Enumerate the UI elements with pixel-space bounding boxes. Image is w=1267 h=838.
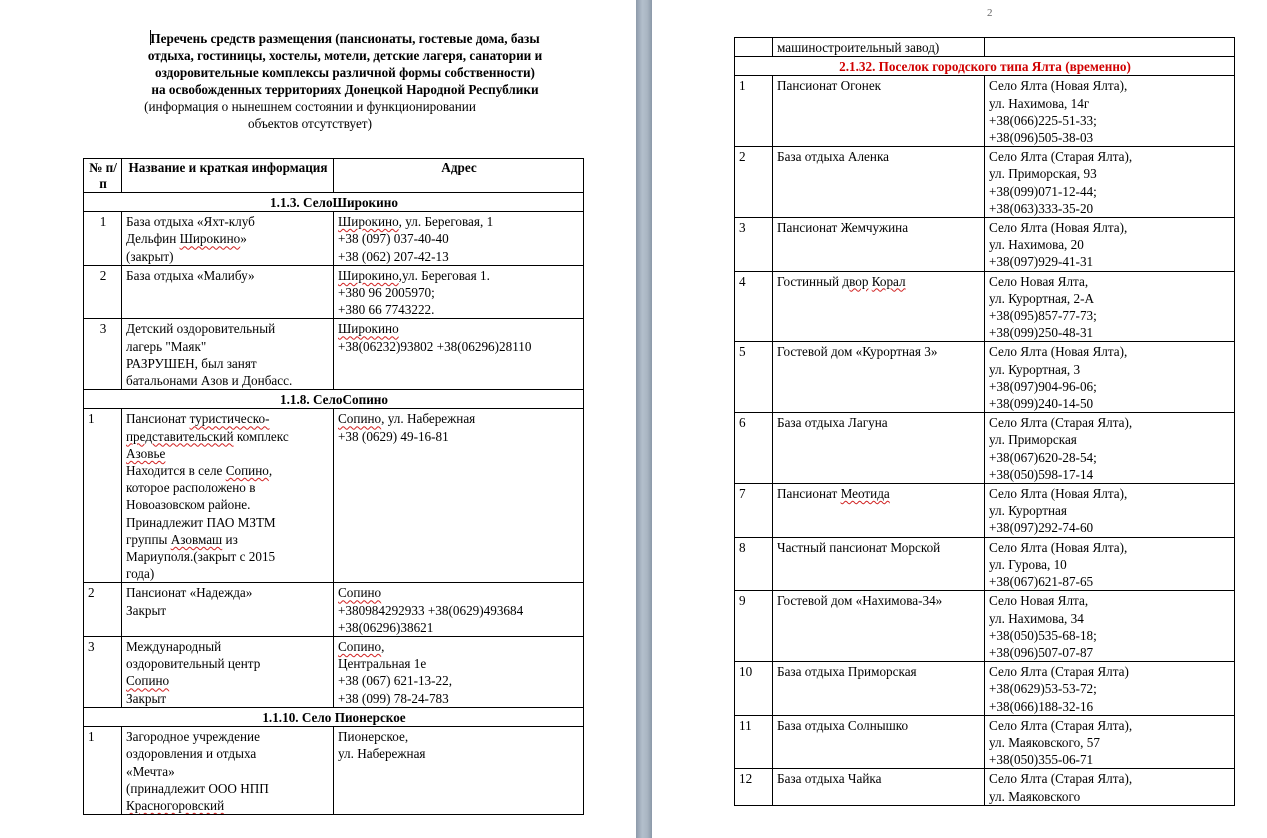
header-name: Название и краткая информация [122, 159, 334, 193]
name-cell [122, 212, 334, 266]
address-cell [334, 409, 584, 583]
cell-line: ул. Маяковского, 57 [989, 734, 1100, 750]
page-number: 2 [987, 7, 993, 19]
cell-line: Сопино, ул. Набережная [338, 411, 476, 427]
cell-line: +38(097)292-74-60 [989, 520, 1094, 536]
section-row [735, 57, 1235, 76]
cell-line: +38(099)071-12-44; [989, 183, 1097, 199]
page-divider [636, 0, 652, 838]
table-row [84, 319, 584, 390]
document-heading [100, 30, 590, 132]
cell-line: База отдыха «Малибу» [126, 267, 255, 283]
address-cell [334, 637, 584, 708]
cell-line: Красногоровский [126, 797, 225, 813]
cell-line: Широкино,ул. Береговая 1. [338, 267, 490, 283]
cell-line: ул. Курортная [989, 503, 1067, 519]
name-cell [122, 319, 334, 390]
cell-line: Закрыт [126, 690, 167, 706]
cell-line: +38(096)507-07-87 [989, 644, 1094, 660]
cell-line: Международный [126, 639, 222, 655]
right-page[interactable] [652, 0, 1267, 838]
cell-line: +38(097)929-41-31 [989, 254, 1094, 270]
num-cell: 3 [84, 637, 122, 708]
cell-line: ул. Маяковского [989, 788, 1081, 804]
table-row [735, 484, 1235, 538]
num-cell: 2 [84, 265, 122, 319]
num-cell: 3 [84, 319, 122, 390]
num-cell: 11 [735, 715, 773, 769]
name-cell: База отдыха Чайка [773, 769, 985, 805]
name-cell: Гостевой дом «Нахимова-34» [773, 591, 985, 662]
cell-line: +38 (067) 621-13-22, [338, 673, 453, 689]
cell-line: Дельфин Широкино» [126, 231, 247, 247]
address-cell [334, 583, 584, 637]
cell-line: оздоровления и отдыха [126, 746, 257, 762]
cell-line: ул. Приморская [989, 432, 1077, 448]
cell-line: +38 (097) 037-40-40 [338, 231, 449, 247]
cell-line: +38(06296)38621 [338, 619, 434, 635]
cell-line: +38(050)535-68-18; [989, 627, 1097, 643]
cell-line: +38(095)857-77-73; [989, 308, 1097, 324]
cell-line: ул. Приморская, 93 [989, 166, 1097, 182]
cell-line: ул. Нахимова, 34 [989, 610, 1084, 626]
cell-line: батальонами Азов и Донбасс. [126, 373, 293, 389]
num-cell: 1 [735, 76, 773, 147]
cell-line: Село Новая Ялта, [989, 273, 1089, 289]
cell-line: Сопино, [338, 639, 385, 655]
cell-line: +38(050)598-17-14 [989, 466, 1094, 482]
cell-line: +38(0629)53-53-72; [989, 681, 1097, 697]
cell-line: +38 (062) 207-42-13 [338, 248, 449, 264]
cell-line: Село Ялта (Старая Ялта), [989, 717, 1133, 733]
cell-line: Село Новая Ялта, [989, 593, 1089, 609]
table-row [84, 265, 584, 319]
cell-line: Новоазовском районе. [126, 497, 251, 513]
num-cell: 1 [84, 409, 122, 583]
cell-line: Широкино [338, 321, 399, 337]
cell-line: База отдыха «Яхт-клуб [126, 214, 255, 230]
heading-line-2: отдыха, гостиницы, хостелы, мотели, детские лагеря, санатории и [147, 48, 543, 63]
table-row [735, 147, 1235, 218]
table-row [735, 769, 1235, 805]
cell-line: ул. Набережная [338, 746, 426, 762]
header-address: Адрес [334, 159, 584, 193]
section-title: 1.1.8. СелоСопино [84, 390, 584, 409]
section-row [84, 390, 584, 409]
cell-line: +38(06232)93802 +38(06296)28110 [338, 338, 532, 354]
cell-line: ул. Гурова, 10 [989, 556, 1067, 572]
cell-line: Село Ялта (Новая Ялта), [989, 344, 1128, 360]
cell-line: (закрыт) [126, 248, 174, 264]
address-cell [985, 218, 1235, 272]
address-cell [985, 271, 1235, 342]
note-line-2: объектов отсутствует) [248, 116, 372, 131]
address-cell [985, 147, 1235, 218]
table-row [735, 218, 1235, 272]
address-cell [985, 76, 1235, 147]
carry-over-text: машиностроительный завод) [777, 40, 940, 55]
cell-line: +380 66 7743222. [338, 302, 435, 318]
cell-line: Пионерское, [338, 729, 409, 745]
num-cell [735, 38, 773, 57]
num-cell: 2 [84, 583, 122, 637]
table-row [735, 38, 1235, 57]
cell-line: года) [126, 566, 155, 582]
table-row [735, 76, 1235, 147]
cell-line: Село Ялта (Старая Ялта), [989, 771, 1133, 787]
name-cell: Пансионат Меотида [773, 484, 985, 538]
cell-line: +38(067)620-28-54; [989, 449, 1097, 465]
address-cell [985, 484, 1235, 538]
table-row [735, 591, 1235, 662]
address-cell [985, 38, 1235, 57]
cell-line: +380 96 2005970; [338, 285, 435, 301]
name-cell [773, 38, 985, 57]
heading-line-1: Перечень средств размещения (пансионаты, гостевые дома, базы [150, 31, 540, 46]
cell-line: +38(050)355-06-71 [989, 752, 1094, 768]
table-row [735, 715, 1235, 769]
cell-line: Село Ялта (Новая Ялта), [989, 78, 1128, 94]
cell-line: группы Азовмаш из [126, 531, 238, 547]
cell-line: ул. Курортная, 2-А [989, 290, 1095, 306]
table-row [735, 271, 1235, 342]
name-cell: Гостевой дом «Курортная 3» [773, 342, 985, 413]
cell-line: Сопино [338, 585, 382, 601]
cell-line: РАЗРУШЕН, был занят [126, 355, 257, 371]
table-row [84, 212, 584, 266]
cell-line: Закрыт [126, 602, 167, 618]
cell-line: Азовье [126, 445, 166, 461]
cell-line: +38(099)250-48-31 [989, 325, 1094, 341]
cell-line: Центральная 1е [338, 656, 427, 672]
cell-line: Загородное учреждение [126, 729, 260, 745]
cell-line: Село Ялта (Новая Ялта), [989, 486, 1128, 502]
header-num: № п/п [84, 159, 122, 193]
address-cell [334, 319, 584, 390]
name-cell [122, 637, 334, 708]
num-cell: 4 [735, 271, 773, 342]
cell-line: Село Ялта (Новая Ялта), [989, 539, 1128, 555]
cell-line: +38(063)333-35-20 [989, 200, 1094, 216]
table-row [84, 637, 584, 708]
right-table-body [735, 38, 1235, 806]
num-cell: 12 [735, 769, 773, 805]
name-cell: Пансионат Жемчужина [773, 218, 985, 272]
num-cell: 6 [735, 413, 773, 484]
num-cell: 7 [735, 484, 773, 538]
name-cell [122, 265, 334, 319]
table-row [735, 662, 1235, 716]
cell-line: Пансионат туристическо- [126, 411, 270, 427]
section-title [735, 57, 1235, 76]
name-cell [122, 409, 334, 583]
cell-line: +38 (099) 78-24-783 [338, 690, 449, 706]
heading-line-3: оздоровительные комплексы различной формы собственности) [155, 65, 535, 80]
cell-line: представительский комплекс [126, 428, 289, 444]
name-cell: Пансионат Огонек [773, 76, 985, 147]
address-cell [985, 537, 1235, 591]
num-cell: 10 [735, 662, 773, 716]
num-cell: 1 [84, 212, 122, 266]
cell-line: ул. Курортная, 3 [989, 361, 1081, 377]
cell-line: Детский оздоровительный [126, 321, 276, 337]
section-title: 1.1.10. Село Пионерское [84, 707, 584, 726]
cell-line: +38 (0629) 49-16-81 [338, 428, 449, 444]
cell-line: Село Ялта (Старая Ялта), [989, 415, 1133, 431]
section-row [84, 193, 584, 212]
address-cell [334, 727, 584, 815]
table-row [84, 409, 584, 583]
section-title-suffix: (временно) [1065, 59, 1131, 75]
cell-line: Принадлежит ПАО МЗТМ [126, 514, 276, 530]
name-cell: База отдыха Солнышко [773, 715, 985, 769]
cell-line: +38(066)188-32-16 [989, 698, 1094, 714]
cell-line: +38(066)225-51-33; [989, 112, 1097, 128]
cell-line: Село Ялта (Старая Ялта) [989, 664, 1129, 680]
section-title: 1.1.3. СелоШирокино [84, 193, 584, 212]
cell-line: «Мечта» [126, 763, 175, 779]
table-header-row [84, 159, 584, 193]
address-cell [985, 342, 1235, 413]
facilities-table-right [734, 37, 1235, 806]
cell-line: +380984292933 +38(0629)493684 [338, 602, 524, 618]
name-cell [122, 727, 334, 815]
cell-line: лагерь "Маяк" [126, 338, 207, 354]
num-cell: 8 [735, 537, 773, 591]
address-cell [985, 591, 1235, 662]
address-cell [985, 715, 1235, 769]
cell-line: Село Ялта (Новая Ялта), [989, 220, 1128, 236]
name-cell: Гостинный двор Корал [773, 271, 985, 342]
num-cell: 3 [735, 218, 773, 272]
address-cell [334, 265, 584, 319]
left-table-body [84, 193, 584, 815]
cell-line: +38(067)621-87-65 [989, 574, 1094, 590]
name-cell: База отдыха Аленка [773, 147, 985, 218]
note-line-1: (информация о нынешнем состоянии и функционировании [144, 99, 476, 114]
cell-line: Находится в селе Сопино, [126, 463, 273, 479]
cell-line: Пансионат «Надежда» [126, 585, 253, 601]
address-cell [985, 769, 1235, 805]
facilities-table-left [83, 158, 584, 815]
table-row [735, 413, 1235, 484]
num-cell: 2 [735, 147, 773, 218]
cell-line: которое расположено в [126, 480, 256, 496]
cell-line: ул. Нахимова, 14г [989, 95, 1090, 111]
cell-line: ул. Нахимова, 20 [989, 237, 1084, 253]
num-cell: 1 [84, 727, 122, 815]
cell-line: Мариуполя.(закрыт с 2015 [126, 549, 276, 565]
cell-line: +38(096)505-38-03 [989, 130, 1094, 146]
cell-line: (принадлежит ООО НПП [126, 780, 269, 796]
table-row [735, 537, 1235, 591]
num-cell: 9 [735, 591, 773, 662]
num-cell: 5 [735, 342, 773, 413]
section-title-text: 2.1.32. Поселок городского типа Ялта [839, 59, 1062, 75]
name-cell: База отдыха Приморская [773, 662, 985, 716]
cell-line: оздоровительный центр [126, 656, 261, 672]
cell-line: +38(097)904-96-06; [989, 378, 1097, 394]
table-row [735, 342, 1235, 413]
table-row [84, 727, 584, 815]
address-cell [334, 212, 584, 266]
cell-line: Сопино [126, 673, 170, 689]
table-row [84, 583, 584, 637]
section-row [84, 707, 584, 726]
cell-line: Широкино, ул. Береговая, 1 [338, 214, 494, 230]
address-cell [985, 413, 1235, 484]
address-cell [985, 662, 1235, 716]
heading-line-4: на освобожденных территориях Донецкой Народной Республики [151, 82, 539, 97]
cell-line: Село Ялта (Старая Ялта), [989, 149, 1133, 165]
name-cell [122, 583, 334, 637]
cell-line: +38(099)240-14-50 [989, 396, 1094, 412]
name-cell: База отдыха Лагуна [773, 413, 985, 484]
name-cell: Частный пансионат Морской [773, 537, 985, 591]
